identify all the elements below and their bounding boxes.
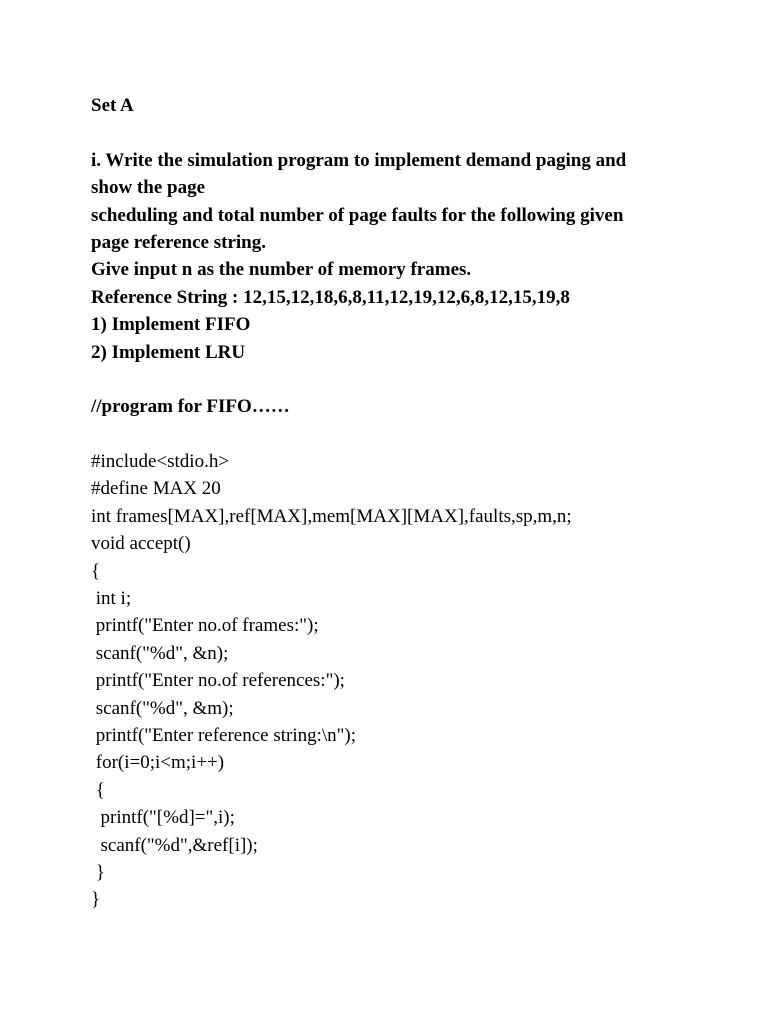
question-line: scheduling and total number of page faults for the following given — [91, 204, 624, 226]
code-line: scanf("%d",&ref[i]); — [91, 834, 258, 856]
document-page — [91, 92, 711, 914]
code-line: printf("Enter reference string:\n"); — [91, 724, 357, 746]
code-line: { — [91, 560, 101, 582]
code-line: { — [91, 779, 105, 801]
code-line: scanf("%d", &m); — [91, 697, 234, 719]
code-line: #define MAX 20 — [91, 478, 221, 500]
question-block — [91, 147, 711, 366]
spacer — [91, 421, 711, 448]
task-fifo: 1) Implement FIFO — [91, 314, 251, 336]
code-line: int frames[MAX],ref[MAX],mem[MAX][MAX],faults,sp,m,n; — [91, 505, 572, 527]
reference-string-line: Reference String : 12,15,12,18,6,8,11,12,19,12,6,8,12,15,19,8 — [91, 286, 570, 308]
set-title: Set A — [91, 95, 134, 116]
code-line: void accept() — [91, 533, 191, 555]
code-line: } — [91, 861, 105, 883]
code-line: printf("Enter no.of references:"); — [91, 670, 345, 692]
spacer — [91, 119, 711, 146]
question-line: Give input n as the number of memory frames. — [91, 259, 472, 281]
task-lru: 2) Implement LRU — [91, 341, 246, 363]
code-line: for(i=0;i<m;i++) — [91, 752, 225, 774]
code-line: #include<stdio.h> — [91, 451, 230, 473]
code-line: printf("Enter no.of frames:"); — [91, 615, 319, 637]
spacer — [91, 366, 711, 393]
code-line: int i; — [91, 588, 132, 610]
code-line: scanf("%d", &n); — [91, 642, 229, 664]
code-line: printf("[%d]=",i); — [91, 807, 235, 829]
program-heading: //program for FIFO…… — [91, 396, 290, 418]
question-line: page reference string. — [91, 231, 266, 253]
question-line: show the page — [91, 177, 206, 199]
code-line: } — [91, 889, 101, 911]
question-line: i. Write the simulation program to implement demand paging and — [91, 149, 627, 171]
code-block — [91, 448, 711, 914]
